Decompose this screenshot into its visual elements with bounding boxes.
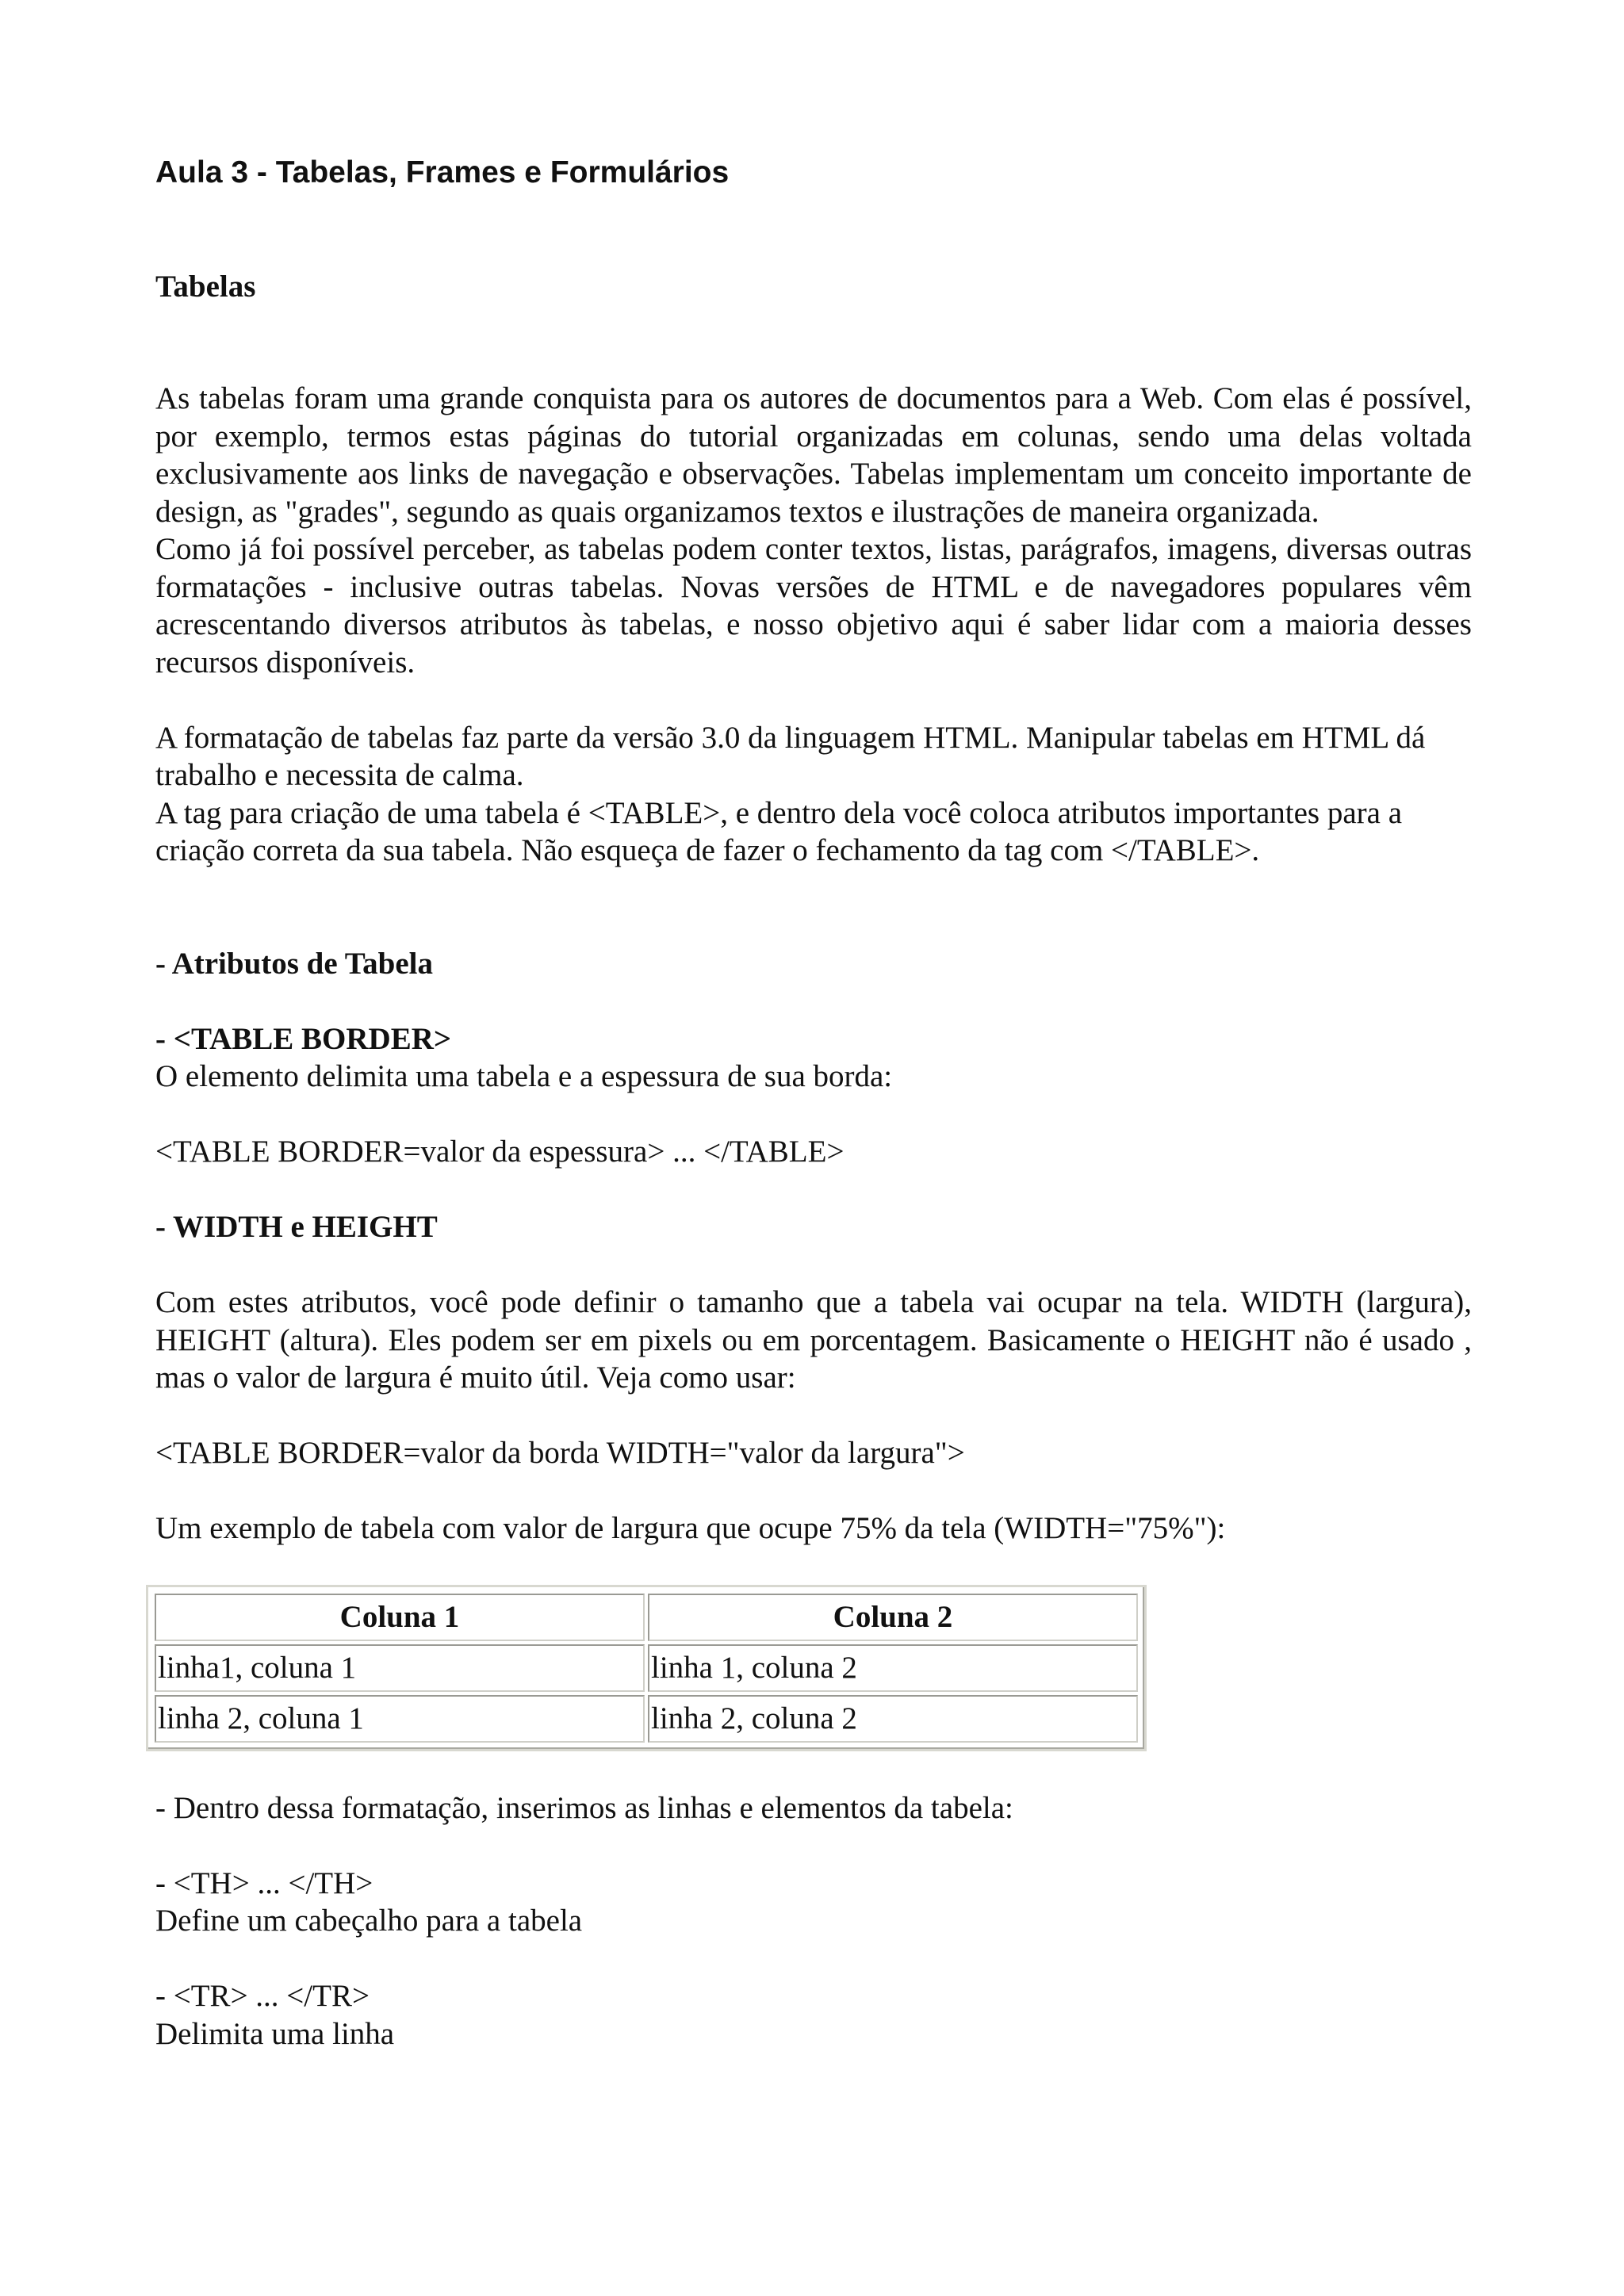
table-row [155, 1695, 1138, 1743]
tr-code: - <TR> ... </TR> [155, 1979, 370, 2013]
table-border-description: O elemento delimita uma tabela e a espessura de sua borda: [155, 1059, 893, 1093]
attributes-heading-text: - Atributos de Tabela [155, 946, 433, 981]
inside-format-text: - Dentro dessa formatação, inserimos as linhas e elementos da tabela: [155, 1790, 1013, 1825]
table-header-row [155, 1594, 1138, 1641]
table-cell: linha1, coluna 1 [155, 1644, 645, 1692]
section-heading-tabelas: Tabelas [155, 270, 256, 304]
document-title: Aula 3 - Tabelas, Frames e Formulários [155, 155, 730, 189]
table-border-heading [155, 1020, 1472, 1058]
table-header-cell: Coluna 2 [648, 1594, 1138, 1641]
table-cell: linha 2, coluna 2 [648, 1695, 1138, 1743]
fourth-paragraph: A tag para criação de uma tabela é <TABLE>, e dentro dela você coloca atributos importantes para a criação correta da sua tabela. Não esqueça de fazer o fechamento da tag com </TABLE>. [155, 795, 1403, 867]
example-table-frame [146, 1585, 1147, 1751]
width-code: <TABLE BORDER=valor da borda WIDTH="valor da largura"> [155, 1436, 965, 1470]
table-header-cell: Coluna 1 [155, 1594, 645, 1641]
width-height-description: Com estes atributos, você pode definir o tamanho que a tabela vai ocupar na tela. WIDTH (largura), HEIGHT (altura). Eles podem ser em pixels ou em porcentagem. Basicamente o HEIGHT não é usado , mas o valor de largura é muito útil. Veja como usar: [155, 1285, 1472, 1395]
document-body [155, 380, 1472, 2053]
second-paragraph: Como já foi possível perceber, as tabelas podem conter textos, listas, parágrafos, imagens, diversas outras formatações - inclusive outras tabelas. Novas versões de HTML e de navegadores populares vêm acrescentando diversos atributos às tabelas, e nosso objetivo aqui é saber lidar com a maioria desses recursos disponíveis. [155, 532, 1472, 679]
example-table [151, 1590, 1141, 1746]
table-border-code: <TABLE BORDER=valor da espessura> ... </TABLE> [155, 1135, 845, 1169]
th-code: - <TH> ... </TH> [155, 1866, 373, 1900]
table-cell: linha 1, coluna 2 [648, 1644, 1138, 1692]
tr-description: Delimita uma linha [155, 2016, 395, 2051]
width-height-heading [155, 1208, 1472, 1246]
th-description: Define um cabeçalho para a tabela [155, 1904, 583, 1938]
intro-paragraph: As tabelas foram uma grande conquista para os autores de documentos para a Web. Com elas é possível, por exemplo, termos estas páginas do tutorial organizadas em colunas, sendo uma delas voltada exclusivamente aos links de navegação e observações. Tabelas implementam um conceito importante de design, as "grades", segundo as quais organizamos textos e ilustrações de maneira organizada. [155, 381, 1472, 529]
example-intro: Um exemplo de tabela com valor de largura que ocupe 75% da tela (WIDTH="75%"): [155, 1511, 1226, 1545]
table-border-heading-text: - <TABLE BORDER> [155, 1021, 452, 1056]
table-row [155, 1644, 1138, 1692]
width-height-heading-text: - WIDTH e HEIGHT [155, 1210, 438, 1244]
third-paragraph: A formatação de tabelas faz parte da versão 3.0 da linguagem HTML. Manipular tabelas em HTML dá trabalho e necessita de calma. [155, 720, 1426, 792]
attributes-heading [155, 945, 1472, 983]
table-cell: linha 2, coluna 1 [155, 1695, 645, 1743]
